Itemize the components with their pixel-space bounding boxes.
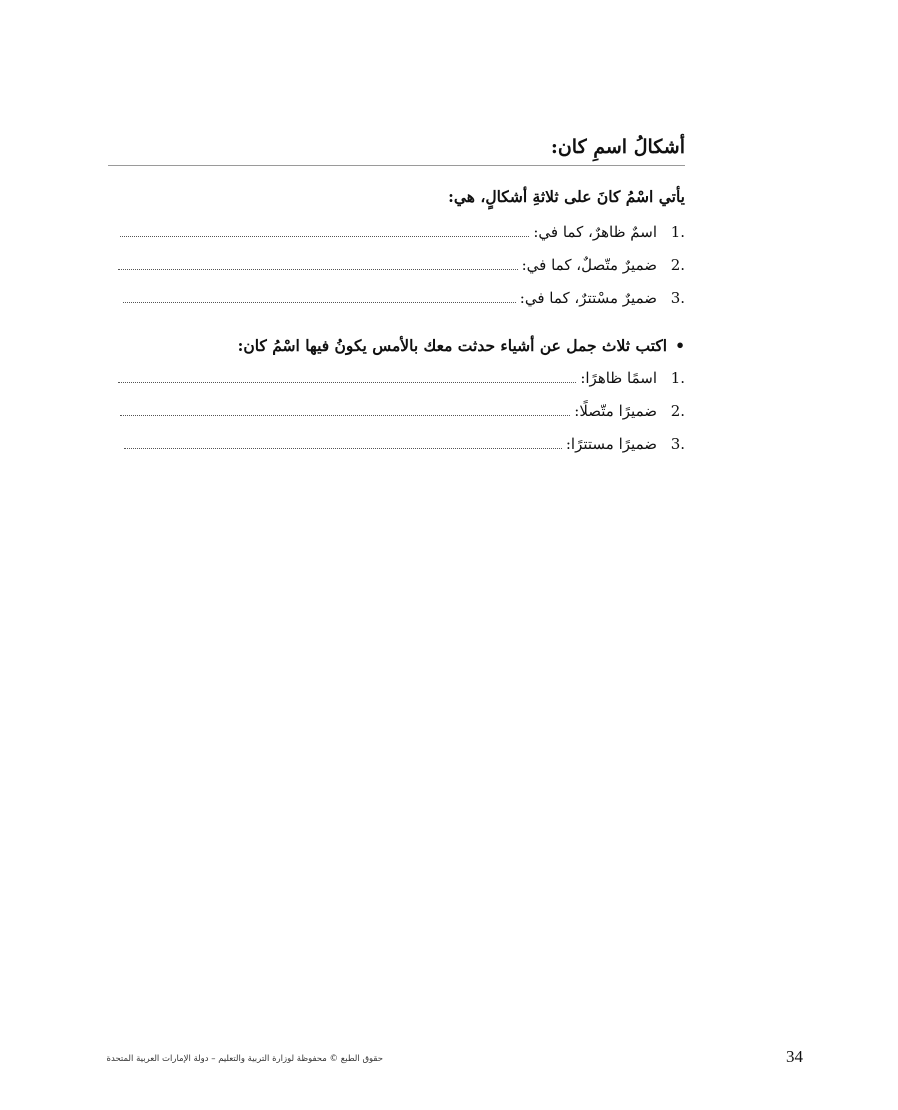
task-text: اكتب ثلاث جمل عن أشياء حدثت معك بالأمس يكونُ فيها اسْمُ كان: (237, 336, 668, 355)
fill-in-blank[interactable] (120, 415, 570, 416)
task-line-visible-name (118, 369, 685, 387)
task-line-attached-pronoun (120, 402, 685, 420)
form-line-visible-name (120, 223, 685, 241)
item-number: 3. (670, 289, 685, 307)
form-line-hidden-pronoun (123, 289, 685, 307)
item-number: 1. (670, 369, 685, 387)
form-line-attached-pronoun (118, 256, 685, 274)
item-number: 3. (670, 435, 685, 453)
intro-text: يأتي اسْمُ كانَ على ثلاثةِ أشكالٍ، هي: (448, 187, 685, 206)
task-line-hidden-pronoun (124, 435, 685, 453)
copyright-footer: حقوق الطبع © محفوظة لوزارة التربية والتعليم – دولة الإمارات العربية المتحدة (106, 1054, 383, 1064)
bullet-icon: • (675, 336, 685, 355)
item-label: اسمًا ظاهرًا: (580, 369, 657, 387)
item-label: اسمٌ ظاهرٌ، كما في: (533, 223, 657, 241)
page-number: 34 (786, 1047, 803, 1066)
fill-in-blank[interactable] (120, 236, 529, 237)
task-instruction (238, 336, 685, 355)
fill-in-blank[interactable] (118, 382, 576, 383)
item-label: ضميرًا متّصلًا: (574, 402, 657, 420)
section-title: أشكالُ اسمِ كان: (550, 136, 685, 158)
fill-in-blank[interactable] (124, 448, 562, 449)
item-number: 2. (670, 402, 685, 420)
fill-in-blank[interactable] (118, 269, 518, 270)
item-number: 2. (670, 256, 685, 274)
item-number: 1. (670, 223, 685, 241)
item-label: ضميرًا مستترًا: (565, 435, 657, 453)
title-divider (108, 165, 685, 166)
item-label: ضميرٌ متّصلٌ، كما في: (521, 256, 657, 274)
fill-in-blank[interactable] (123, 302, 516, 303)
item-label: ضميرٌ مسْتترٌ، كما في: (519, 289, 657, 307)
